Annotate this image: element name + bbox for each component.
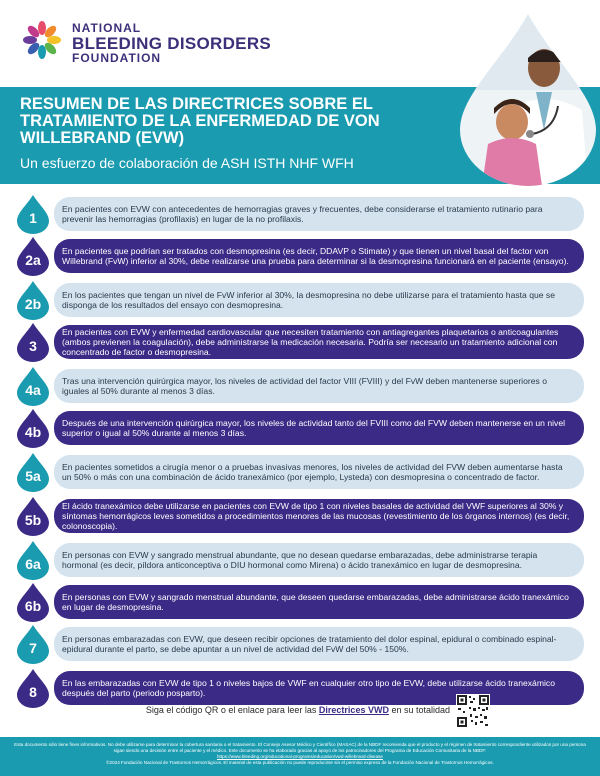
drop-number-badge <box>16 322 50 362</box>
item-number: 2a <box>25 252 41 268</box>
nbdf-logo <box>20 18 300 68</box>
org-name-line3: FOUNDATION <box>72 51 162 66</box>
drop-number-badge <box>16 280 50 320</box>
drop-number-badge <box>16 366 50 406</box>
recommendation-item <box>16 496 584 536</box>
recommendation-item <box>16 408 584 448</box>
qr-code-icon[interactable] <box>456 694 490 728</box>
disclaimer-text: Esta documento sólo tiene fines informativos. No debe utilizarse para determinar la cobertura sanitaria o el tratamiento. El Consejo Asesor Médico y Científico (MASAC) de la NBDF recomienda que el producto y el régimen de tratamiento correspondiente utilizados por una persona sigan siendo una decisión entre el paciente y el médico. Este documento se ha elaborado gracias al apoyo de los patrocinadores del Programa de Educación Comunitaria de la NBDF: <box>14 742 586 753</box>
drop-number-badge <box>16 624 50 664</box>
recommendation-item <box>16 668 584 708</box>
recommendation-text: En personas con EVW y sangrado menstrual abundante, que no desean quedarse embarazadas, debe administrarse terapia hormonal (es decir, píldora anticonceptiva o DIU hormonal como Mirena) o ácido tranexámico en lugar de desmopresina. <box>54 543 584 577</box>
drop-number-badge <box>16 408 50 448</box>
item-number: 4a <box>25 382 41 398</box>
footer-disclaimer <box>0 737 600 776</box>
org-name-line2: BLEEDING DISORDERS <box>72 33 272 53</box>
recommendation-text: En las embarazadas con EVW de tipo 1 o niveles bajos de VWF en cualquier otro tipo de EVW, debe utilizarse ácido tranexámico después del parto (periodo posparto). <box>54 671 584 705</box>
cta-suffix: en su totalidad <box>388 705 450 715</box>
recommendation-text: En personas embarazadas con EVW, que deseen recibir opciones de tratamiento del dolor espinal, epidural o combinado espinal-epidural durante el parto, se debe apuntar a un nivel de actividad del FvW del 50% - 150%. <box>54 627 584 661</box>
recommendation-text: En personas con EVW y sangrado menstrual abundante, que deseen quedarse embarazadas, debe administrarse ácido tranexámico en lugar de desmopresina. <box>54 585 584 619</box>
drop-number-badge <box>16 452 50 492</box>
org-name <box>72 22 271 65</box>
recommendation-text: Después de una intervención quirúrgica mayor, los niveles de actividad tanto del FVIII como del FVW deben mantenerse en un nivel superior o igual al 50% durante al menos 3 días. <box>54 411 584 445</box>
recommendation-item <box>16 322 584 362</box>
item-number: 4b <box>24 424 42 440</box>
cta-prefix: Siga el código QR o el enlace para leer las <box>145 705 319 715</box>
drop-number-badge <box>16 540 50 580</box>
item-number: 5a <box>25 468 41 484</box>
item-number: 2b <box>24 296 42 312</box>
recommendation-text: En pacientes sometidos a cirugía menor o a pruebas invasivas menores, los niveles de actividad del FVW deben aumentarse hasta un 50% o más con una combinación de ácido tranexámico (por ejemplo, Lysteda) con desmopresina o concentrado de factor. <box>54 455 584 489</box>
guidelines-link[interactable]: Directrices VWD <box>318 705 389 715</box>
item-number: 7 <box>29 640 37 656</box>
drop-number-badge <box>16 236 50 276</box>
recommendation-item <box>16 366 584 406</box>
org-name-line1: NATIONAL <box>72 21 142 35</box>
recommendation-item <box>16 582 584 622</box>
item-number: 3 <box>29 338 37 354</box>
item-number: 6a <box>25 556 41 572</box>
recommendation-item <box>16 624 584 664</box>
recommendation-text: Tras una intervención quirúrgica mayor, los niveles de actividad del factor VIII (FVIII) y del FvW deben mantenerse superiores o iguales al 50% durante al menos 3 días. <box>54 369 584 403</box>
item-number: 5b <box>24 512 42 528</box>
page-subtitle: Un esfuerzo de colaboración de ASH ISTH NHF WFH <box>20 155 354 171</box>
recommendation-item <box>16 540 584 580</box>
drop-number-badge <box>16 668 50 708</box>
disclaimer-url[interactable]: https://www.bleeding.org/educational-programs/education/vwd-willebrand-disease <box>217 754 383 759</box>
copyright-text: ©2024 Fundación Nacional de Trastornos Hemorrágicos. El material de esta publicación no puede reproducirse sin el permiso expreso de la Fundación Nacional de Trastornos Hemorrágicos. <box>106 760 494 765</box>
recommendation-item <box>16 452 584 492</box>
drop-number-badge <box>16 194 50 234</box>
recommendation-text: En pacientes que podrían ser tratados con desmopresina (es decir, DDAVP o Stimate) y que tienen un nivel basal del factor von Willebrand (FvW) inferior al 30%, debe realizarse una prueba para determinar si la desmopresina funcionará en el paciente (ensayo). <box>54 239 584 273</box>
drop-number-badge <box>16 496 50 536</box>
page-title: RESUMEN DE LAS DIRECTRICES SOBRE EL TRATAMIENTO DE LA ENFERMEDAD DE VON WILLEBRAND (EVW) <box>20 95 380 147</box>
recommendation-text: En pacientes con EVW con antecedentes de hemorragias graves y frecuentes, debe considerarse el tratamiento rutinario para prevenir las hemorragias (profilaxis) en lugar de la no profilaxis. <box>54 197 584 231</box>
recommendation-text: El ácido tranexámico debe utilizarse en pacientes con EVW de tipo 1 con niveles basales de actividad del VWF superiores al 30% y síntomas hemorrágicos leves sometidos a procedimientos menores de las mucosas (revestimiento de los órganos internos) (es decir, colonoscopia). <box>54 499 584 533</box>
recommendation-item <box>16 194 584 234</box>
recommendation-text: En los pacientes que tengan un nivel de FvW inferior al 30%, la desmopresina no debe utilizarse para el tratamiento hasta que se disponga de los resultados del ensayo con desmopresina. <box>54 283 584 317</box>
recommendation-item <box>16 236 584 276</box>
doctor-child-photo <box>458 10 598 186</box>
recommendation-text: En pacientes con EVW y enfermedad cardiovascular que necesiten tratamiento con antiagregantes plaquetarios o anticoagulantes (ambos previenen la coagulación), debe administrarse la medicación necesaria. Podría ser necesario un tratamiento adicional con concentrado de factor o desmopresina. <box>54 325 584 359</box>
item-number: 1 <box>29 210 37 226</box>
recommendation-item <box>16 280 584 320</box>
item-number: 8 <box>29 684 37 700</box>
drop-number-badge <box>16 582 50 622</box>
item-number: 6b <box>24 598 42 614</box>
flower-logo-icon <box>20 18 64 62</box>
